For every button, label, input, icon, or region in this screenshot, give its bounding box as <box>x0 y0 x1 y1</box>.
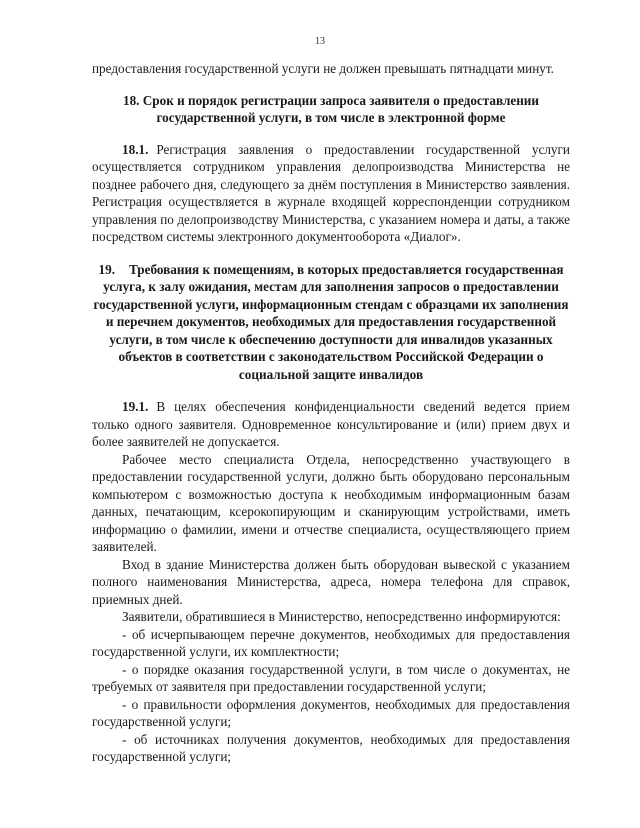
page-content <box>92 60 570 766</box>
paragraph-number: 19.1. <box>122 399 149 414</box>
continuation-paragraph: предоставления государственной услуги не должен превышать пятнадцати минут. <box>92 61 554 76</box>
paragraph-entrance: Вход в здание Министерства должен быть оборудован вывеской с указанием полного наименования Министерства, адреса, номера телефона для справок, приемных дней. <box>92 556 570 607</box>
list-item: - о порядке оказания государственной услуги, в том числе о документах, не требуемых от заявителя при предоставлении государственной услуги; <box>92 661 570 694</box>
section-number: 19. <box>98 261 115 277</box>
paragraph-text: В целях обеспечения конфиденциальности сведений ведется прием только одного заявителя. Одновременное консультирование и (или) прием двух и более заявителей не допускается. <box>92 399 570 449</box>
paragraph-text: Регистрация заявления о предоставлении государственной услуги осуществляется сотрудником управления делопроизводства Министерства не позднее рабочего дня, следующего за днём поступления в Министерство заявления. Регистрация осуществляется в журнале входящей корреспонденции сотрудником управления по делопроизводству Министерства, с указанием номера и даты, а также посредством системы электронного документооборота «Диалог». <box>92 141 570 244</box>
section-19-heading <box>92 261 570 384</box>
paragraph-19-1 <box>92 398 570 451</box>
paragraph-18-1 <box>92 141 570 246</box>
section-title: Требования к помещениям, в которых предоставляется государственная услуга, к залу ожидания, местам для заполнения запросов о предоставлении государственной услуги, информационным стендам с образцами их заполнения и перечнем документов, необходимых для предоставления государственной услуги, в том числе к обеспечению доступности для инвалидов указанных объектов в соответствии с законодательством Российской Федерации о социальной защите инвалидов <box>93 261 569 382</box>
section-18-heading: 18. Срок и порядок регистрации запроса заявителя о предоставлении государственной услуги, в том числе в электронной форме <box>122 92 540 125</box>
paragraph-workplace: Рабочее место специалиста Отдела, непосредственно участвующего в предоставлении государственной услуги, должно быть оборудовано персональным компьютером с возможностью доступа к необходимым информационным базам данных, печатающим, ксерокопирующим и сканирующим устройствами, иметь информацию о фамилии, имени и отчестве специалиста, осуществляющего прием заявителей. <box>92 451 570 554</box>
list-item: - о правильности оформления документов, необходимых для предоставления государственной услуги; <box>92 696 570 729</box>
paragraph-informing: Заявители, обратившиеся в Министерство, непосредственно информируются: <box>122 609 561 624</box>
list-item: - об источниках получения документов, необходимых для предоставления государственной услуги; <box>92 731 570 764</box>
paragraph-number: 18.1. <box>122 141 149 157</box>
page-number: 13 <box>315 36 325 47</box>
list-item: - об исчерпывающем перечне документов, необходимых для предоставления государственной услуги, их комплектности; <box>92 626 570 659</box>
